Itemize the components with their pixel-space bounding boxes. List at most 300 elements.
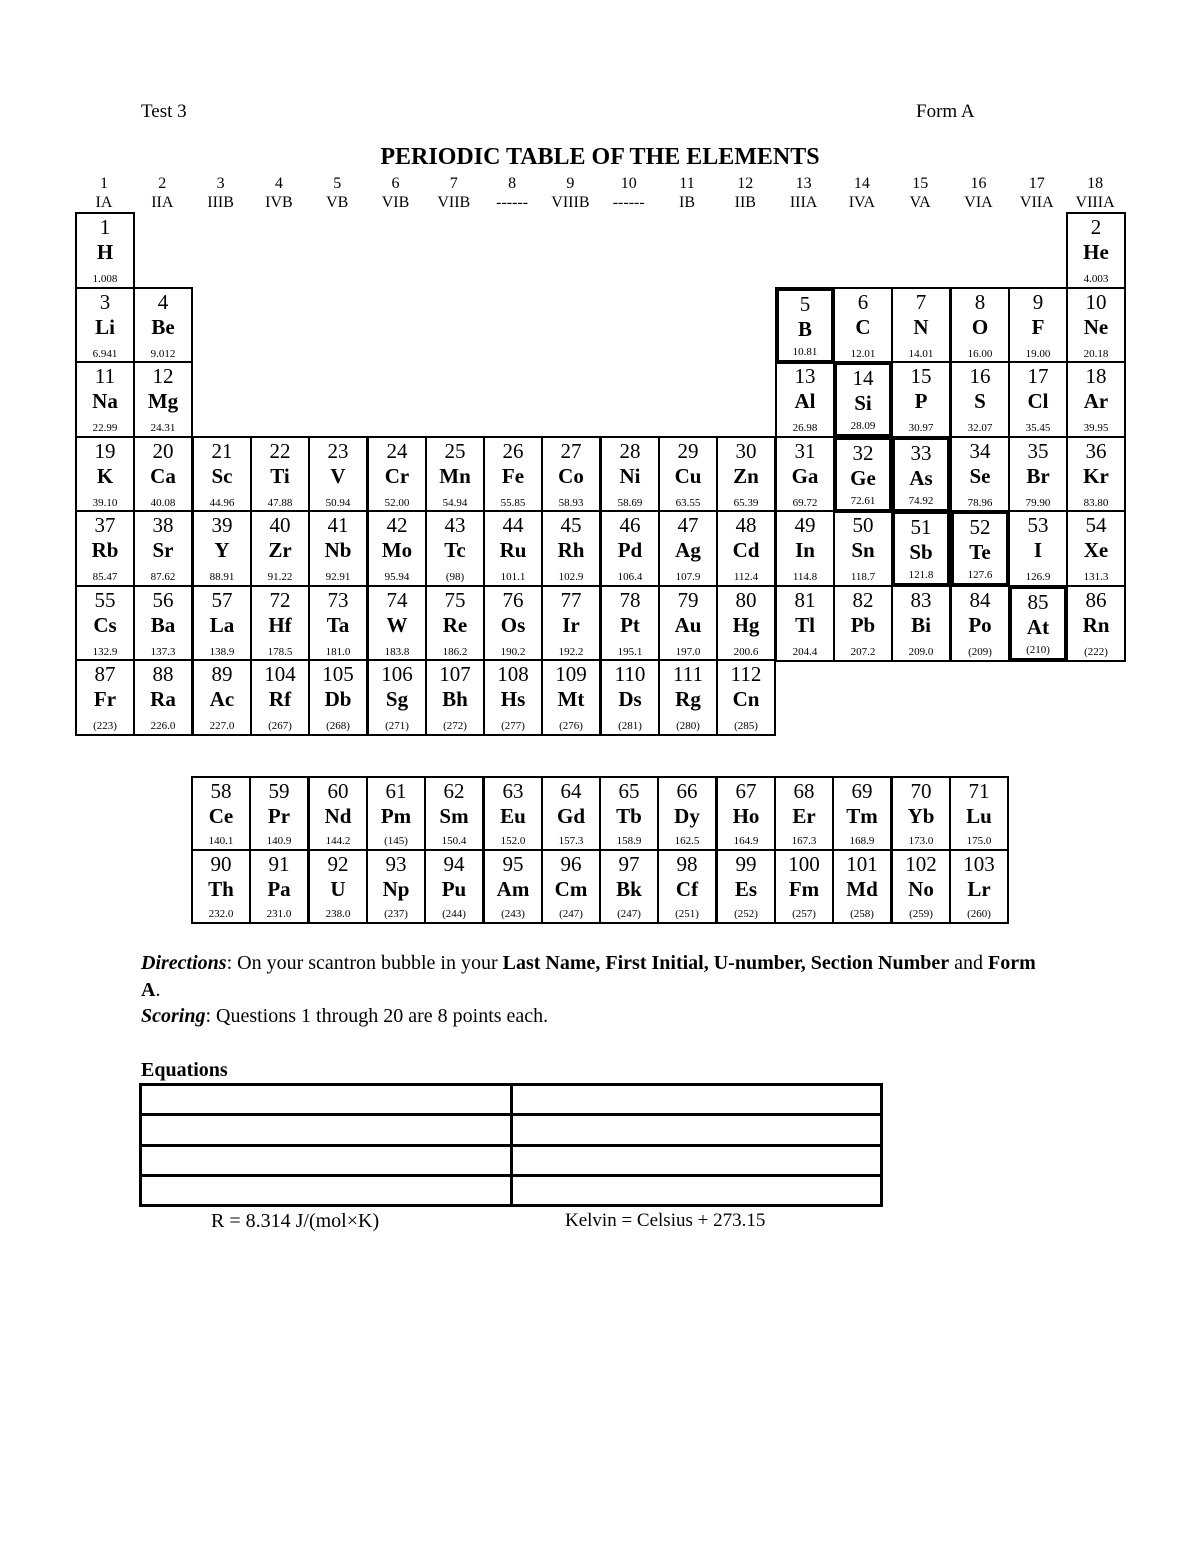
atomic-mass: 173.0 [908, 835, 934, 847]
element-symbol: Pa [267, 877, 291, 901]
atomic-number: 23 [327, 439, 349, 463]
atomic-mass: (257) [792, 908, 816, 920]
element-cell [950, 361, 1010, 438]
element-symbol: Hf [268, 613, 292, 637]
atomic-number: 67 [735, 779, 757, 803]
element-symbol: S [974, 389, 986, 413]
element-symbol: Cd [732, 538, 760, 562]
atomic-mass: (285) [734, 720, 758, 732]
atomic-mass: 32.07 [967, 422, 993, 434]
element-symbol: Mn [439, 464, 471, 488]
atomic-mass: 35.45 [1025, 422, 1051, 434]
element-symbol: Dy [674, 804, 700, 828]
element-cell [483, 849, 543, 924]
atomic-number: 63 [502, 779, 524, 803]
atomic-number: 66 [676, 779, 698, 803]
atomic-mass: 40.08 [150, 497, 176, 509]
element-cell [775, 361, 835, 438]
element-cell [949, 849, 1009, 924]
test-label: Test 3 [141, 101, 187, 122]
element-symbol: Np [382, 877, 410, 901]
atomic-number: 26 [502, 439, 524, 463]
element-symbol: Md [846, 877, 878, 901]
group-roman: IVB [265, 194, 293, 211]
element-cell [249, 849, 309, 924]
atomic-number: 99 [735, 852, 757, 876]
atomic-mass: 232.0 [208, 908, 234, 920]
group-number: 9 [566, 175, 575, 192]
atomic-mass: 186.2 [442, 646, 468, 658]
atomic-number: 65 [618, 779, 640, 803]
equation-row [141, 1115, 882, 1145]
atomic-number: 28 [619, 439, 641, 463]
element-cell [75, 361, 135, 438]
group-header [1008, 174, 1066, 212]
atomic-number: 78 [619, 588, 641, 612]
group-number: 6 [391, 175, 400, 192]
atomic-number: 59 [268, 779, 290, 803]
atomic-number: 82 [852, 588, 874, 612]
element-symbol: Rf [268, 687, 292, 711]
element-symbol: Ir [562, 613, 580, 637]
element-symbol: Ra [150, 687, 176, 711]
group-header [950, 174, 1008, 212]
directions [141, 950, 1041, 1004]
directions-text-3: . [155, 979, 161, 1001]
group-number: 7 [449, 175, 458, 192]
atomic-mass: (243) [501, 908, 525, 920]
element-cell [1008, 436, 1068, 513]
element-symbol: Na [92, 389, 118, 413]
atomic-mass: 209.0 [908, 646, 934, 658]
atomic-mass: 152.0 [500, 835, 526, 847]
element-cell [367, 659, 427, 736]
equation-cell [511, 1115, 882, 1145]
element-symbol: Sm [439, 804, 469, 828]
atomic-mass: 74.92 [908, 495, 934, 507]
element-cell [600, 510, 660, 587]
element-cell [716, 510, 776, 587]
atomic-number: 19 [94, 439, 116, 463]
atomic-number: 107 [439, 662, 471, 686]
element-cell [133, 510, 193, 587]
atomic-mass: 22.99 [92, 422, 118, 434]
atomic-number: 62 [443, 779, 465, 803]
element-cell [483, 510, 543, 587]
group-number: 4 [274, 175, 283, 192]
element-symbol: Ho [732, 804, 760, 828]
element-symbol: I [1033, 538, 1043, 562]
atomic-number: 25 [444, 439, 466, 463]
element-symbol: Zr [268, 538, 292, 562]
atomic-mass: (252) [734, 908, 758, 920]
atomic-mass: (145) [384, 835, 408, 847]
element-symbol: Ba [150, 613, 176, 637]
atomic-mass: (244) [442, 908, 466, 920]
element-cell [950, 436, 1010, 513]
atomic-number: 61 [385, 779, 407, 803]
equations-table [139, 1083, 883, 1207]
atomic-number: 48 [735, 513, 757, 537]
element-cell [832, 776, 892, 851]
equation-cell [511, 1145, 882, 1175]
atomic-number: 102 [905, 852, 937, 876]
element-cell [599, 849, 659, 924]
element-symbol: Er [792, 804, 816, 828]
group-number: 14 [853, 175, 870, 192]
element-symbol: Nd [324, 804, 352, 828]
atomic-mass: 58.69 [617, 497, 643, 509]
atomic-number: 42 [386, 513, 408, 537]
atomic-mass: 65.39 [733, 497, 759, 509]
element-symbol: Sg [385, 687, 409, 711]
element-cell [133, 585, 193, 662]
element-symbol: Pr [267, 804, 291, 828]
element-cell [250, 510, 310, 587]
atomic-number: 71 [968, 779, 990, 803]
element-cell [308, 510, 368, 587]
element-cell [716, 585, 776, 662]
element-cell [716, 776, 776, 851]
element-cell [541, 849, 601, 924]
atomic-number: 97 [618, 852, 640, 876]
atomic-number: 33 [910, 441, 932, 465]
atomic-number: 21 [211, 439, 233, 463]
group-number: 18 [1087, 175, 1104, 192]
atomic-mass: 106.4 [617, 571, 643, 583]
element-cell [308, 659, 368, 736]
element-symbol: Eu [500, 804, 526, 828]
element-symbol: Cf [675, 877, 699, 901]
element-symbol: P [914, 389, 928, 413]
atomic-mass: 227.0 [209, 720, 235, 732]
element-cell [425, 585, 485, 662]
element-cell [541, 436, 601, 513]
element-cell [367, 436, 427, 513]
atomic-number: 103 [963, 852, 995, 876]
element-cell [891, 776, 951, 851]
atomic-mass: 39.95 [1083, 422, 1109, 434]
atomic-mass: 207.2 [850, 646, 876, 658]
group-header [75, 174, 133, 212]
element-symbol: Am [496, 877, 530, 901]
element-cell [483, 776, 543, 851]
element-cell [1066, 436, 1126, 513]
atomic-mass: 112.4 [733, 571, 759, 583]
atomic-number: 54 [1085, 513, 1107, 537]
element-symbol: Cl [1027, 389, 1049, 413]
element-cell [600, 585, 660, 662]
element-symbol: Sb [909, 540, 933, 564]
atomic-mass: 78.96 [967, 497, 993, 509]
kelvin-conversion: Kelvin = Celsius + 273.15 [565, 1210, 766, 1231]
group-roman: VIB [381, 194, 410, 211]
element-symbol: K [96, 464, 114, 488]
group-roman: IA [95, 194, 113, 211]
element-cell [366, 849, 426, 924]
group-number: 3 [216, 175, 225, 192]
equation-cell [141, 1145, 512, 1175]
atomic-mass: 200.6 [733, 646, 759, 658]
equation-cell [141, 1115, 512, 1145]
element-symbol: C [855, 315, 871, 339]
atomic-mass: 1.008 [92, 273, 118, 285]
element-cell [191, 776, 251, 851]
element-symbol: No [908, 877, 934, 901]
element-cell [833, 585, 893, 662]
group-header [367, 174, 425, 212]
group-header [716, 174, 774, 212]
atomic-mass: 52.00 [384, 497, 410, 509]
atomic-mass: (209) [968, 646, 992, 658]
element-cell [891, 287, 951, 364]
element-symbol: Zn [733, 464, 759, 488]
atomic-mass: 88.91 [209, 571, 235, 583]
group-number: 10 [620, 175, 637, 192]
group-number: 13 [795, 175, 812, 192]
atomic-mass: (223) [93, 720, 117, 732]
group-number: 15 [912, 175, 929, 192]
element-symbol: Re [442, 613, 468, 637]
atomic-number: 37 [94, 513, 116, 537]
element-cell [950, 287, 1010, 364]
group-number: 1 [100, 175, 108, 192]
element-symbol: Lu [966, 804, 992, 828]
atomic-mass: 12.01 [850, 348, 876, 360]
element-cell [832, 849, 892, 924]
element-symbol: H [96, 240, 114, 264]
group-roman: VIA [964, 194, 993, 211]
atomic-mass: 69.72 [792, 497, 818, 509]
element-cell [891, 510, 951, 587]
element-cell [192, 659, 252, 736]
element-symbol: Yb [907, 804, 935, 828]
atomic-mass: (251) [675, 908, 699, 920]
group-header [891, 174, 949, 212]
atomic-mass: 118.7 [850, 571, 876, 583]
element-symbol: Si [854, 391, 872, 415]
group-number: 8 [508, 175, 517, 192]
atomic-number: 69 [851, 779, 873, 803]
element-cell [425, 510, 485, 587]
element-cell [308, 776, 368, 851]
atomic-number: 20 [152, 439, 174, 463]
element-symbol: Ac [209, 687, 235, 711]
atomic-mass: (222) [1084, 646, 1108, 658]
atomic-number: 101 [846, 852, 878, 876]
element-cell [891, 849, 951, 924]
atomic-number: 44 [502, 513, 524, 537]
element-symbol: He [1083, 240, 1109, 264]
atomic-number: 58 [210, 779, 232, 803]
element-cell [891, 436, 951, 513]
atomic-mass: (272) [443, 720, 467, 732]
element-symbol: Ti [270, 464, 290, 488]
element-cell [950, 585, 1010, 662]
element-symbol: Br [1026, 464, 1050, 488]
atomic-mass: 238.0 [325, 908, 351, 920]
atomic-number: 4 [157, 290, 169, 314]
element-cell [600, 436, 660, 513]
atomic-mass: 126.9 [1025, 571, 1051, 583]
atomic-number: 52 [969, 515, 991, 539]
element-symbol: Pd [617, 538, 643, 562]
element-symbol: At [1026, 615, 1050, 639]
atomic-number: 94 [443, 852, 465, 876]
atomic-number: 109 [555, 662, 587, 686]
group-roman: VIIIB [551, 194, 590, 211]
element-cell [308, 436, 368, 513]
equations-title: Equations [141, 1059, 228, 1081]
element-symbol: Bi [911, 613, 931, 637]
element-symbol: Cr [384, 464, 410, 488]
element-symbol: Pt [620, 613, 640, 637]
atomic-number: 17 [1027, 364, 1049, 388]
directions-text-1: On your scantron bubble in your [237, 952, 503, 974]
atomic-mass: 204.4 [792, 646, 818, 658]
atomic-mass: 167.3 [791, 835, 817, 847]
atomic-mass: 181.0 [325, 646, 351, 658]
atomic-mass: (98) [445, 571, 465, 583]
element-symbol: Mg [147, 389, 179, 413]
atomic-mass: 39.10 [92, 497, 118, 509]
element-symbol: W [386, 613, 408, 637]
element-cell [833, 510, 893, 587]
atomic-mass: 92.91 [325, 571, 351, 583]
atomic-mass: (277) [501, 720, 525, 732]
atomic-mass: (280) [676, 720, 700, 732]
element-symbol: In [795, 538, 815, 562]
element-cell [250, 585, 310, 662]
directions-colon: : [226, 952, 238, 974]
group-roman: IIB [734, 194, 756, 211]
element-cell [1066, 585, 1126, 662]
element-symbol: Sr [152, 538, 174, 562]
group-header [541, 174, 599, 212]
element-cell [424, 776, 484, 851]
element-symbol: Te [969, 540, 991, 564]
element-symbol: Ge [850, 466, 876, 490]
element-symbol: Gd [556, 804, 585, 828]
group-number: 17 [1028, 175, 1045, 192]
element-symbol: Fe [501, 464, 525, 488]
element-cell [833, 361, 893, 438]
atomic-number: 72 [269, 588, 291, 612]
atomic-number: 70 [910, 779, 932, 803]
equation-cell [141, 1175, 512, 1205]
atomic-mass: 140.1 [208, 835, 234, 847]
atomic-number: 51 [910, 515, 932, 539]
scoring [141, 1005, 548, 1028]
element-symbol: Rh [557, 538, 585, 562]
atomic-mass: 63.55 [675, 497, 701, 509]
element-cell [75, 659, 135, 736]
atomic-number: 56 [152, 588, 174, 612]
atomic-mass: 91.22 [267, 571, 293, 583]
atomic-number: 34 [969, 439, 991, 463]
element-cell [366, 776, 426, 851]
element-symbol: B [797, 317, 812, 341]
atomic-mass: 231.0 [266, 908, 292, 920]
atomic-mass: 19.00 [1025, 348, 1051, 360]
atomic-number: 7 [915, 290, 927, 314]
atomic-mass: 72.61 [850, 495, 876, 507]
atomic-number: 11 [94, 364, 116, 388]
element-symbol: Th [208, 877, 234, 901]
atomic-number: 38 [152, 513, 174, 537]
gas-constant: R = 8.314 J/(mol×K) [211, 1210, 380, 1232]
atomic-number: 95 [502, 852, 524, 876]
directions-bold-2: Form A [141, 952, 1036, 1001]
element-cell [658, 510, 718, 587]
atomic-number: 53 [1027, 513, 1049, 537]
element-cell [1008, 287, 1068, 364]
atomic-number: 64 [560, 779, 582, 803]
element-symbol: Db [324, 687, 352, 711]
atomic-number: 18 [1085, 364, 1107, 388]
element-symbol: Pu [441, 877, 467, 901]
element-cell [833, 287, 893, 364]
element-symbol: Ga [791, 464, 819, 488]
atomic-number: 27 [560, 439, 582, 463]
element-cell [949, 776, 1009, 851]
atomic-number: 88 [152, 662, 174, 686]
atomic-mass: 4.003 [1083, 273, 1109, 285]
atomic-mass: 50.94 [325, 497, 351, 509]
atomic-number: 6 [857, 290, 869, 314]
group-roman: IIIB [207, 194, 234, 211]
atomic-number: 96 [560, 852, 582, 876]
atomic-number: 90 [210, 852, 232, 876]
atomic-number: 24 [386, 439, 408, 463]
equation-row [141, 1145, 882, 1175]
atomic-mass: 14.01 [908, 348, 934, 360]
atomic-mass: 121.8 [908, 569, 934, 581]
atomic-mass: 127.6 [967, 569, 993, 581]
group-number: 11 [679, 175, 695, 192]
element-symbol: Rg [675, 687, 701, 711]
atomic-mass: 83.80 [1083, 497, 1109, 509]
atomic-number: 68 [793, 779, 815, 803]
element-symbol: Fm [788, 877, 820, 901]
atomic-mass: 16.00 [967, 348, 993, 360]
atomic-number: 39 [211, 513, 233, 537]
atomic-number: 13 [794, 364, 816, 388]
atomic-mass: 6.941 [92, 348, 118, 360]
element-symbol: Nb [324, 538, 352, 562]
atomic-number: 9 [1032, 290, 1044, 314]
atomic-mass: (237) [384, 908, 408, 920]
atomic-number: 73 [327, 588, 349, 612]
element-cell [424, 849, 484, 924]
atomic-number: 106 [381, 662, 413, 686]
atomic-mass: 9.012 [150, 348, 176, 360]
group-header [833, 174, 891, 212]
element-cell [133, 361, 193, 438]
element-cell [308, 585, 368, 662]
atomic-number: 74 [386, 588, 408, 612]
group-header [425, 174, 483, 212]
group-header [250, 174, 308, 212]
atomic-mass: 164.9 [733, 835, 759, 847]
element-cell [133, 287, 193, 364]
atomic-number: 1 [99, 215, 111, 239]
atomic-number: 36 [1085, 439, 1107, 463]
page-title: PERIODIC TABLE OF THE ELEMENTS [380, 144, 820, 170]
element-cell [308, 849, 368, 924]
group-roman: VIIIA [1075, 194, 1115, 211]
element-symbol: Kr [1083, 464, 1109, 488]
